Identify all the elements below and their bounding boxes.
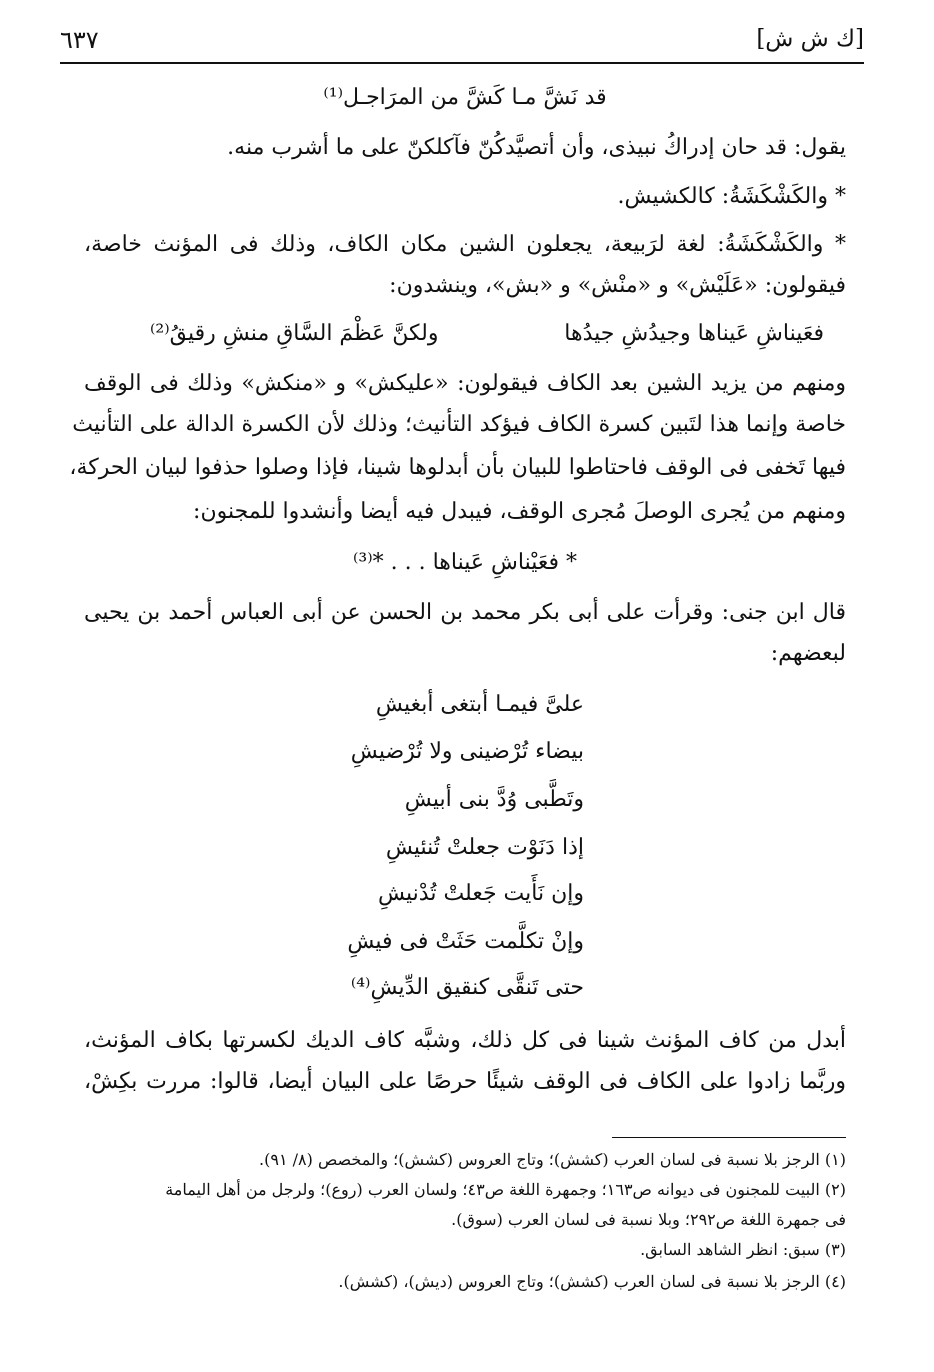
rajaz-line: وإنْ تكلَّمت حَثَتْ فى فيشِ bbox=[347, 929, 584, 954]
rajaz-line: بيضاء تُرْضينى ولا تُرْضيشِ bbox=[350, 739, 584, 764]
paragraph-line: قال ابن جنى: وقرأت على أبى بكر محمد بن الحسن عن أبى العباس أحمد بن يحيى bbox=[84, 600, 846, 625]
page-number: ٦٣٧ bbox=[60, 26, 99, 54]
footnote-continuation: فى جمهرة اللغة ص٢٩٢؛ وبلا نسبة فى لسان العرب (سوق). bbox=[451, 1210, 846, 1229]
footnote: (٤) الرجز بلا نسبة فى لسان العرب (كشش)؛ وتاج العروس (ديش)، (كشش). bbox=[338, 1272, 846, 1291]
rajaz-line: حتى تَنقَّى كنقيق الدِّيشِ⁽⁴⁾ bbox=[350, 975, 584, 1000]
paragraph-line: ومنهم من يُجرى الوصلَ مُجرى الوقف، فيبدل فيه أيضا وأنشدوا للمجنون: bbox=[193, 499, 846, 524]
footnote: (٢) البيت للمجنون فى ديوانه ص١٦٣؛ وجمهرة اللغة ص٤٣؛ ولسان العرب (روع)؛ ولرجل من أهل اليمامة bbox=[165, 1180, 846, 1199]
paragraph-line: يقول: قد حان إدراكُ نبيذى، وأن أتصيَّدكُنّ فآكلكنّ على ما أشرب منه. bbox=[227, 135, 846, 160]
verse-line: * فعَيْناشِ عَيناها . . . *⁽³⁾ bbox=[353, 550, 577, 575]
paragraph-line: لبعضهم: bbox=[770, 641, 846, 666]
verse-hemistich-first: فعَيناشِ عَيناها وجيدُشِ جيدُها bbox=[564, 321, 824, 346]
footnote-separator bbox=[612, 1137, 846, 1138]
verse-line: قد نَشَّ مـا كَشَّ من المرَاجـل⁽¹⁾ bbox=[323, 85, 607, 110]
paragraph-line: خاصة وإنما هذا لتَبين كسرة الكاف فيؤكد التأنيث؛ وذلك لأن الكسرة الدالة على التأنيث bbox=[72, 412, 846, 437]
paragraph-line: فيقولون: «عَلَيْش» و «منْش» و «بش»، وينشدون: bbox=[389, 273, 846, 298]
rajaz-line: علىَّ فيمـا أبتغى أبغيشِ bbox=[375, 692, 584, 717]
entry-line: * والكَشْكَشَةُ: كالكشيش. bbox=[617, 184, 846, 209]
footnote: (١) الرجز بلا نسبة فى لسان العرب (كشش)؛ وتاج العروس (كشش)؛ والمخصص (٨/ ٩١). bbox=[259, 1150, 846, 1169]
paragraph-line: فيها تَخفى فى الوقف فاحتاطوا للبيان بأن أبدلوها شينا، فإذا وصلوا حذفوا لبيان الحركة، bbox=[69, 455, 846, 480]
paragraph-line: وربَّما زادوا على الكاف فى الوقف شيئًا حرصًا على البيان أيضا، قالوا: مررت بكِشْ، bbox=[84, 1069, 846, 1094]
footnote: (٣) سبق: انظر الشاهد السابق. bbox=[640, 1240, 846, 1259]
running-header bbox=[60, 22, 864, 62]
rajaz-line: وإن نَأَيت جَعلتْ تُدْنيشِ bbox=[377, 881, 584, 906]
root-heading: [ك ش ش] bbox=[756, 26, 864, 52]
header-rule bbox=[60, 62, 864, 64]
verse-hemistich-second: ولكنَّ عَظْمَ السَّاقِ منشِ رقيقُ⁽²⁾ bbox=[150, 321, 439, 346]
paragraph-line: ومنهم من يزيد الشين بعد الكاف فيقولون: «عليكش» و «منكش» وذلك فى الوقف bbox=[84, 371, 846, 396]
paragraph-line: أبدل من كاف المؤنث شينا فى كل ذلك، وشبَّه كاف الديك لكسرتها بكاف المؤنث، bbox=[84, 1028, 847, 1053]
entry-line: * والكَشْكَشَةُ: لغة لرَبيعة، يجعلون الشين مكان الكاف، وذلك فى المؤنث خاصة، bbox=[84, 232, 846, 257]
rajaz-line: إذا دَنَوْت جعلتْ تُنئيشِ bbox=[385, 835, 584, 860]
rajaz-line: وتَطَّبى وُدَّ بنى أبيشِ bbox=[404, 787, 584, 812]
